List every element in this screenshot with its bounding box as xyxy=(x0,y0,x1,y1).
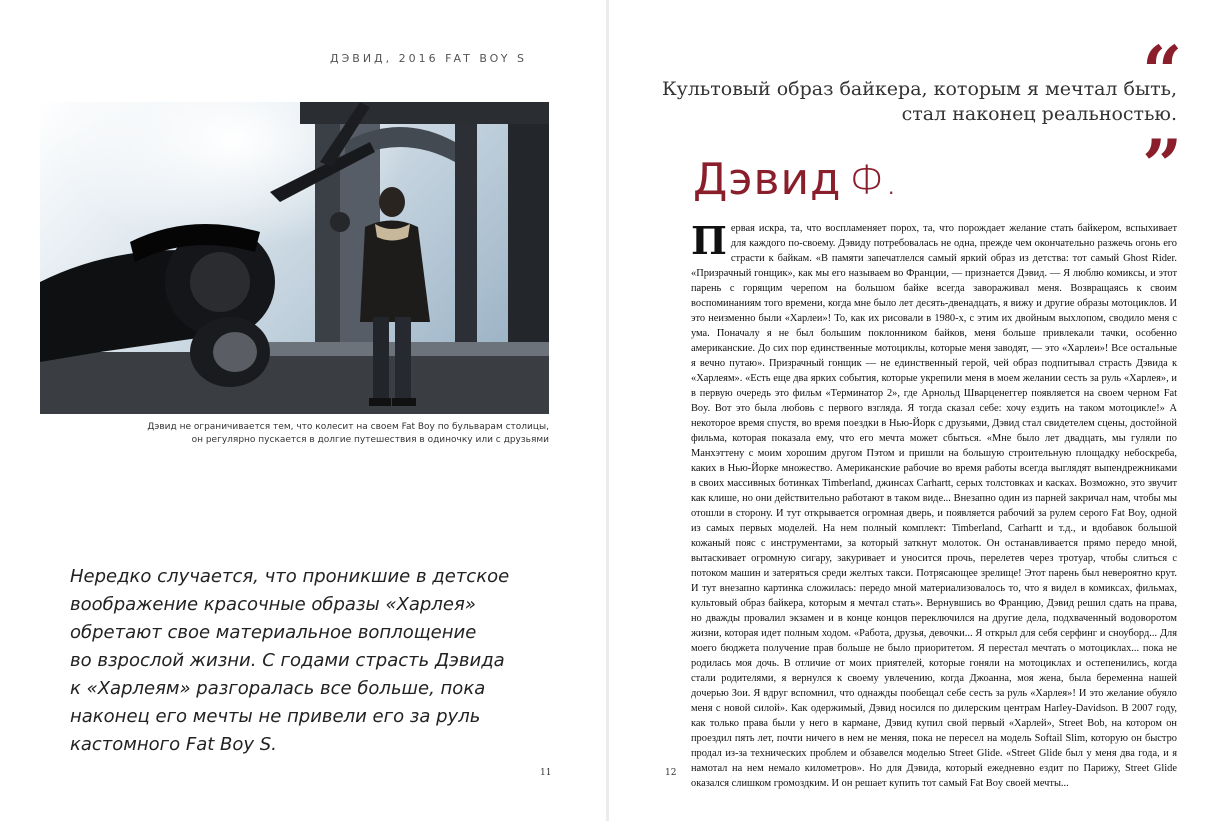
photo-caption xyxy=(40,421,549,447)
page-number: 11 xyxy=(540,768,552,778)
pull-quote-line: воображение красочные образы «Харлея» xyxy=(70,594,476,615)
pull-quote-line: кастомного Fat Boy S. xyxy=(70,734,277,755)
right-page xyxy=(609,0,1213,821)
caption-line: Дэвид не ограничивается тем, что колесит на своем Fat Boy по бульварам столицы, xyxy=(147,422,549,432)
heading-name: Дэвид xyxy=(693,154,842,205)
pull-quote-line: во взрослой жизни. С годами страсть Дэвида xyxy=(70,650,505,671)
left-pull-quote xyxy=(70,563,540,759)
pull-quote-line: наконец его мечты не привели его за руль xyxy=(70,706,481,727)
right-pull-quote xyxy=(657,77,1177,127)
open-quote-icon: “ xyxy=(1142,30,1183,113)
photo-illustration xyxy=(40,102,549,414)
caption-line: он регулярно пускается в долгие путешествия в одиночку или с друзьями xyxy=(191,435,549,445)
page-number: 12 xyxy=(665,768,677,778)
body-text: ервая искра, та, что воспламеняет порох, та, что порождает желание стать байкером, вспыхивает для каждого по-своему. Дэвиду потребовалась не одна, прежде чем окончательно разжечь огонь его страсти к байкам. «В памяти запечатлелся самый яркий образ из детства: тот самый Ghost Rider. «Призрачный гонщик», как мы его называем во Франции, — признается Дэвид. — Я люблю комиксы, и этот парень с горящим черепом на большом байке всегда завораживал меня. Возвращаясь к своим воспоминаниям того времени, когда мне было лет десять-двенадцать, я вижу и другие образы мотоциклов. И это неизменно были «Харлеи»! То, как их рисовали в 1980-х, с этим их двойным выхлопом, сводило меня с ума. Поначалу я не был большим поклонником байков, меня больше привлекали тачки, особенно американские. До сих пор единственные мотоциклы, которые меня заводят, — это «Харлеи»! Все остальные я вечно путаю». Призрачный гонщик — не единственный герой, чей образ подпитывал страсть Дэвида к «Харлеям». «Есть еще два ярких события, которые укрепили меня в моем желании сесть за руль «Харлея», и в первую очередь это фильм «Терминатор 2», где Арнольд Шварценеггер появляется на своем черном Fat Boy. Вот это была любовь с первого взгляда. Я тогда сказал себе: хочу ездить на таком мотоцикле!» А некоторое время спустя, во время поездки в Нью-Йорк с друзьями, Дэвид стал свидетелем сцены, достойной фильма, которая показала ему, что его мечта может сбыться. «Мне было лет двадцать, мы гуляли по Манхэттену с моим хорошим другом Пэтом и пришли на большую строительную площадку небоскреба, каких в Нью-Йорке множество. Американские рабочие во время работы всегда выглядят выпендрежниками в своих массивных ботинках Timberland, джинсах Carhartt, серых толстовках и касках. Возможно, это звучит как клише, но они действительно работают в таком виде... Внезапно один из парней закричал нам, чтобы мы отошли в сторону. И тут открывается огромная дверь, и появляется рабочий за рулем серого Fat Boy, одной из самых первых моделей. На нем полный комплект: Timberland, Carhartt и т.д., и вдобавок большой кожаный пояс с инструментами, за который заткнут молоток. Он останавливается прямо передо мной, вытаскивает огромную сигару, закуривает и уносится прочь, перелетев через тротуар, чтобы слиться с потоком машин и затеряться среди желтых такси. Потрясающее зрелище! Этот парень был невероятно крут. И тут внезапно картинка сложилась: передо мной материализовалось то, что я видел в комиксах, фильмах, культовый образ байкера, которым я мечтал стать». Вернувшись во Францию, Дэвид решил сдать на права, но дважды провалил экзамен и в конце концов переключился на другие дела, подхваченный водоворотом жизни, которая идет полным ходом. «Работа, друзья, девочки... Я открыл для себя серфинг и сноуборд... Для моего бюджета получение прав больше не было приоритетом. Я перестал мечтать о мотоциклах... пока не родилась моя дочь. В отличие от моих приятелей, которые гоняли на мотоциклах и остепенились, когда стали родителями, я вернулся к своему увлечению, когда Джоанна, моя жена, была беременна нашей дочерью Зои. Я вдруг вспомнил, что однажды пообещал себе сесть за руль «Харлея»! И это желание обуяло меня с новой силой». Как одержимый, Дэвид носился по дилерским центрам Harley-Davidson. В 2007 году, как только права были у него в кармане, Дэвид купил свой первый «Харлей», Street Bob, на котором он проездил пять лет, почти ничего в нем не меняя, пока не пересел на модель Softail Slim, которую он быстро продал из-за технических проблем и обзавелся моделью Street Glide. «Street Glide был у меня два года, и я намотал на нем немало километров». Но для Дэвида, который ежедневно ездит по Парижу, Street Glide оказался слишком громоздким. И он решает купить тот самый Fat Boy своей мечты... xyxy=(691,223,1177,789)
drop-cap: П xyxy=(691,218,727,263)
pull-quote-line: Нередко случается, что проникшие в детское xyxy=(70,566,510,587)
heading-initial: Ф. xyxy=(849,158,899,204)
pull-quote-line: к «Харлеям» разгоралась все больше, пока xyxy=(70,678,486,699)
pull-quote-line: Культовый образ байкера, которым я мечтал быть, xyxy=(661,78,1177,100)
close-quote-icon: ” xyxy=(1142,124,1183,207)
article-body xyxy=(691,218,1177,791)
article-heading xyxy=(693,150,899,211)
running-title: ДЭВИД, 2016 FAT BOY S xyxy=(330,52,527,65)
pull-quote-line: обретают свое материальное воплощение xyxy=(70,622,477,643)
left-page xyxy=(0,0,606,821)
biker-photo xyxy=(40,102,549,414)
pull-quote-line: стал наконец реальностью. xyxy=(901,103,1177,125)
